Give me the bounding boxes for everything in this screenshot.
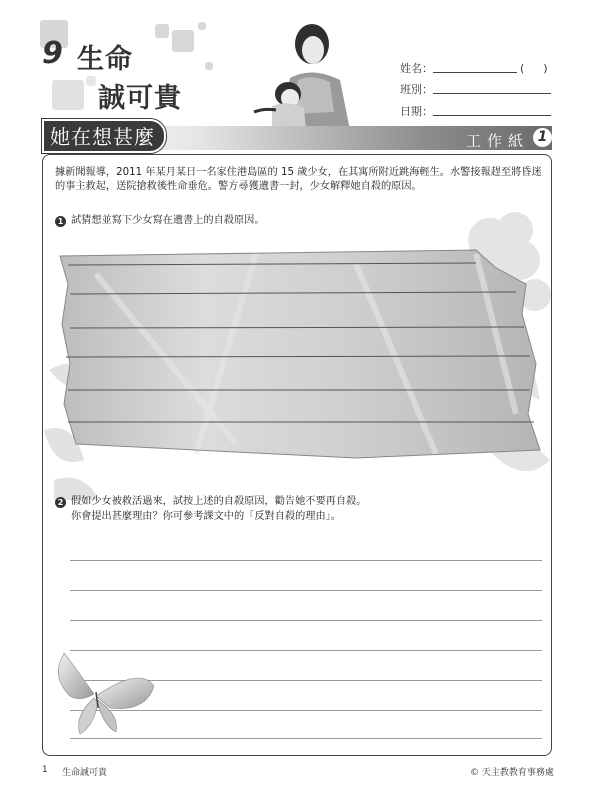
mother-child-illustration (250, 22, 360, 130)
date-label: 日期： (400, 105, 433, 118)
page-number: 1 (42, 765, 48, 775)
decor-square (205, 62, 213, 70)
butterfly-icon (50, 646, 156, 738)
class-field[interactable] (433, 93, 551, 94)
class-label: 班別： (400, 83, 433, 96)
subtitle: 她在想甚麼 (50, 125, 155, 149)
answer-line[interactable] (70, 620, 542, 621)
question-1-number: 1 (55, 216, 66, 227)
chapter-title-line1: 生命 (77, 44, 133, 75)
answer-line[interactable] (70, 738, 542, 739)
answer-line[interactable] (70, 560, 542, 561)
answer-line[interactable] (70, 590, 542, 591)
chapter-number: 9 (42, 36, 63, 71)
name-field[interactable] (433, 72, 517, 73)
worksheet-number: 1 (533, 128, 552, 147)
worksheet-label: 工作紙 (466, 132, 530, 150)
chapter-title-line2: 誠可貴 (98, 83, 182, 114)
question-2-number: 2 (55, 497, 66, 508)
decor-square (86, 76, 96, 86)
class-no-brackets: ( ) (520, 62, 552, 75)
date-field[interactable] (433, 115, 551, 116)
decor-square (198, 22, 206, 30)
decor-square (52, 80, 84, 110)
footer-chapter-name: 生命誠可貴 (62, 768, 108, 778)
crumpled-paper-icon (56, 244, 544, 462)
question-1-text: 試猜想並寫下少女寫在遺書上的自殺原因。 (71, 215, 265, 226)
decor-square (155, 24, 169, 38)
decor-square (172, 30, 194, 52)
intro-text: 據新聞報導，2011 年某月某日一名家住港島區的 15 歲少女，在其寓所附近跳海輕生。水警接報趕至將昏迷的事主救起，送院搶救後性命垂危。警方尋獲遺書一封，少女解釋她自殺的原因。 (55, 167, 542, 192)
question-2-text-line2: 你會提出甚麼理由？你可參考課文中的「反對自殺的理由」。 (71, 511, 341, 522)
question-2-text-line1: 假如少女被救活過來，試按上述的自殺原因，勸告她不要再自殺。 (71, 496, 367, 507)
copyright: © 天主教教育事務處 (470, 768, 554, 778)
name-label: 姓名： (400, 62, 433, 75)
